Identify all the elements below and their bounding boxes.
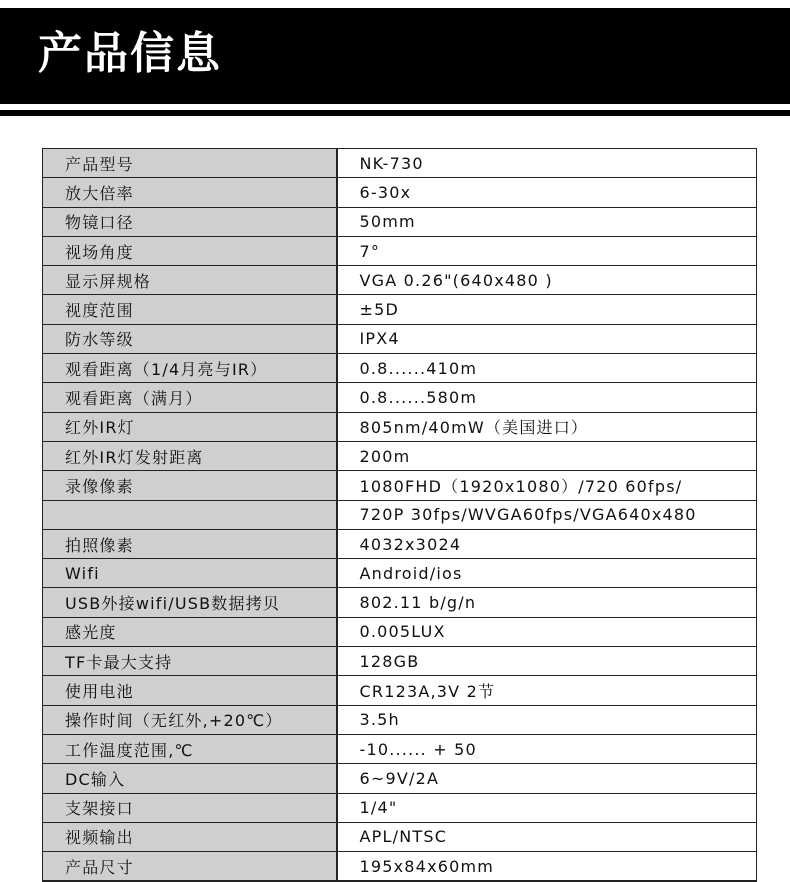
spec-label: TF卡最大支持 [43, 647, 337, 676]
spec-label [43, 500, 337, 529]
spec-row-sensitivity [43, 617, 757, 646]
spec-label: 录像像素 [43, 471, 337, 500]
spec-value: 6~9V/2A [337, 764, 757, 793]
spec-value: 1/4" [337, 793, 757, 822]
spec-label: 红外IR灯 [43, 412, 337, 441]
spec-value: 7° [337, 236, 757, 265]
spec-row-photo-resolution [43, 529, 757, 558]
spec-label: 观看距离（满月） [43, 383, 337, 412]
spec-value: 1080FHD（1920x1080）/720 60fps/ [337, 471, 757, 500]
spec-value: IPX4 [337, 324, 757, 353]
spec-label: 工作温度范围,℃ [43, 734, 337, 763]
spec-label: USB外接wifi/USB数据拷贝 [43, 588, 337, 617]
spec-row-model [43, 149, 757, 178]
spec-row-video-output [43, 822, 757, 851]
spec-label: 观看距离（1/4月亮与IR） [43, 354, 337, 383]
spec-value: 802.11 b/g/n [337, 588, 757, 617]
spec-value: 720P 30fps/WVGA60fps/VGA640x480 [337, 500, 757, 529]
spec-value: 4032x3024 [337, 529, 757, 558]
spec-value: Android/ios [337, 559, 757, 588]
spec-value: 0.005LUX [337, 617, 757, 646]
spec-row-field-of-view [43, 236, 757, 265]
spec-row-usb-wifi [43, 588, 757, 617]
spec-label: 放大倍率 [43, 178, 337, 207]
spec-row-video-resolution [43, 471, 757, 500]
spec-label: 视度范围 [43, 295, 337, 324]
spec-value: 50mm [337, 207, 757, 236]
spec-label: 视场角度 [43, 236, 337, 265]
spec-label: 红外IR灯发射距离 [43, 441, 337, 470]
header-divider [0, 110, 790, 116]
spec-value: CR123A,3V 2节 [337, 676, 757, 705]
spec-row-display [43, 266, 757, 295]
spec-label: 产品型号 [43, 149, 337, 178]
spec-label: Wifi [43, 559, 337, 588]
spec-label: DC输入 [43, 764, 337, 793]
spec-row-operating-temperature [43, 734, 757, 763]
spec-row-magnification [43, 178, 757, 207]
spec-label: 物镜口径 [43, 207, 337, 236]
page-title: 产品信息 [38, 28, 222, 79]
spec-label: 感光度 [43, 617, 337, 646]
spec-value: ±5D [337, 295, 757, 324]
spec-row-objective-aperture [43, 207, 757, 236]
spec-value: VGA 0.26"(640x480 ) [337, 266, 757, 295]
spec-label: 操作时间（无红外,+20℃） [43, 705, 337, 734]
spec-label: 视频输出 [43, 822, 337, 851]
spec-label: 支架接口 [43, 793, 337, 822]
spec-row-operating-time [43, 705, 757, 734]
spec-value: 805nm/40mW（美国进口） [337, 412, 757, 441]
spec-row-battery [43, 676, 757, 705]
spec-table [42, 148, 757, 882]
spec-row-diopter [43, 295, 757, 324]
spec-row-tf-card [43, 647, 757, 676]
spec-value: 128GB [337, 647, 757, 676]
spec-row-dimensions [43, 852, 757, 882]
spec-row-waterproof [43, 324, 757, 353]
spec-row-range-full-moon [43, 383, 757, 412]
spec-row-range-quarter-moon [43, 354, 757, 383]
spec-value: 0.8......580m [337, 383, 757, 412]
spec-row-video-resolution-cont [43, 500, 757, 529]
spec-label: 拍照像素 [43, 529, 337, 558]
spec-row-ir-light [43, 412, 757, 441]
spec-value: 195x84x60mm [337, 852, 757, 882]
spec-value: -10...... + 50 [337, 734, 757, 763]
spec-row-ir-range [43, 441, 757, 470]
spec-value: 3.5h [337, 705, 757, 734]
spec-row-mount [43, 793, 757, 822]
spec-value: APL/NTSC [337, 822, 757, 851]
spec-value: 200m [337, 441, 757, 470]
spec-label: 防水等级 [43, 324, 337, 353]
spec-label: 产品尺寸 [43, 852, 337, 882]
spec-row-dc-input [43, 764, 757, 793]
spec-label: 显示屏规格 [43, 266, 337, 295]
spec-label: 使用电池 [43, 676, 337, 705]
spec-value: 6-30x [337, 178, 757, 207]
spec-value: 0.8......410m [337, 354, 757, 383]
spec-row-wifi [43, 559, 757, 588]
spec-value: NK-730 [337, 149, 757, 178]
spec-table-body [43, 149, 757, 882]
